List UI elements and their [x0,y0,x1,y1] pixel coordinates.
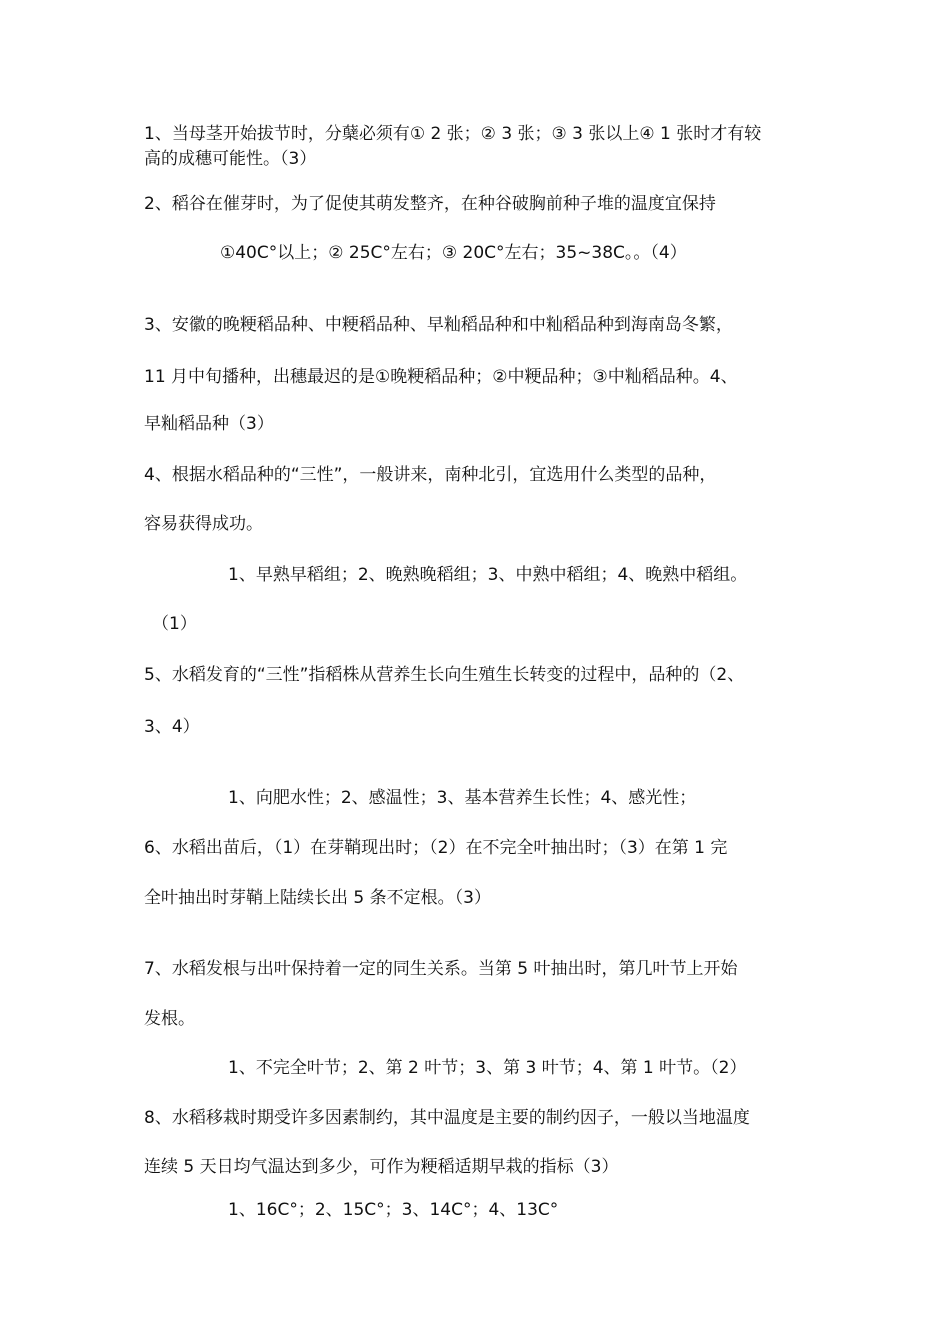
text-line-q8-options: 1、16C°；2、15C°；3、14C°；4、13C° [228,1200,559,1220]
text-line-q6a: 6、水稻出苗后，（1）在芽鞘现出时；（2）在不完全叶抽出时；（3）在第 1 完 [144,838,728,858]
text-line-q6b: 全叶抽出时芽鞘上陆续长出 5 条不定根。（3） [144,888,491,908]
text-line-q3b: 11 月中旬播种，出穗最迟的是①晚粳稻品种；②中粳品种；③中籼稻品种。4、 [144,367,738,387]
text-line-q4-answer: （1） [152,614,197,634]
text-line-q1b: 高的成穗可能性。（3） [144,149,317,169]
text-line-q3c: 早籼稻品种（3） [144,414,274,434]
text-line-q4b: 容易获得成功。 [144,514,263,534]
text-line-q3a: 3、安徽的晚粳稻品种、中粳稻品种、早籼稻品种和中籼稻品种到海南岛冬繁， [144,315,733,335]
text-line-q7b: 发根。 [144,1009,195,1029]
text-line-q8b: 连续 5 天日均气温达到多少，可作为粳稻适期早栽的指标（3） [144,1157,619,1177]
text-line-q1a: 1、当母茎开始拔节时，分蘖必须有① 2 张；② 3 张；③ 3 张以上④ 1 张时才有较 [144,124,762,144]
text-line-q4-options: 1、早熟早稻组；2、晚熟晚稻组；3、中熟中稻组；4、晚熟中稻组。 [228,565,748,585]
text-line-q4a: 4、根据水稻品种的“三性”，一般讲来，南种北引，宜选用什么类型的品种， [144,465,717,485]
text-line-q5a: 5、水稻发育的“三性”指稻株从营养生长向生殖生长转变的过程中，品种的（2、 [144,665,745,685]
text-line-q2a: 2、稻谷在催芽时，为了促使其萌发整齐，在种谷破胸前种子堆的温度宜保持 [144,194,716,214]
text-line-q2-options: ①40C°以上；② 25C°左右；③ 20C°左右；35~38C。。（4） [220,243,687,263]
text-line-q5-options: 1、向肥水性；2、感温性；3、基本营养生长性；4、感光性； [228,788,697,808]
text-line-q7-options: 1、不完全叶节；2、第 2 叶节；3、第 3 叶节；4、第 1 叶节。（2） [228,1058,747,1078]
text-line-q7a: 7、水稻发根与出叶保持着一定的同生关系。当第 5 叶抽出时，第几叶节上开始 [144,959,738,979]
text-line-q5b: 3、4） [144,717,200,737]
text-line-q8a: 8、水稻移栽时期受许多因素制约，其中温度是主要的制约因子，一般以当地温度 [144,1108,750,1128]
